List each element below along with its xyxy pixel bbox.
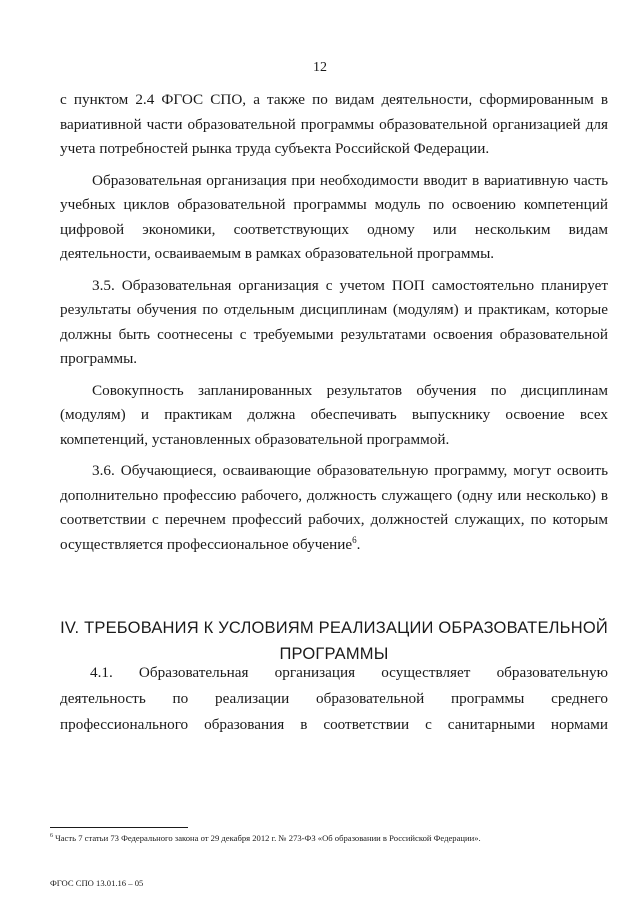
document-code: ФГОС СПО 13.01.16 – 05 — [50, 878, 144, 888]
body-text — [60, 88, 608, 557]
paragraph-planned-results: Совокупность запланированных результатов обучения по дисциплинам (модулям) и практикам должна обеспечивать выпускнику освоение всех компетенций, установленных образовательной программой. — [60, 381, 608, 448]
footnote — [50, 832, 610, 844]
paragraph-continuation: с пунктом 2.4 ФГОС СПО, а также по видам деятельности, сформированным в вариативной части образовательной программы образовательной организацией для учета потребностей рынка труда субъекта Российской Федерации. — [60, 91, 608, 157]
page-number: 12 — [313, 60, 327, 75]
clause-4-1-line-2: деятельность по реализации образовательной программы среднего — [60, 690, 608, 707]
section-heading-line-1: IV. ТРЕБОВАНИЯ К УСЛОВИЯМ РЕАЛИЗАЦИИ ОБРАЗОВАТЕЛЬНОЙ — [60, 619, 608, 637]
footnote-reference[interactable]: 6 — [352, 534, 357, 545]
paragraph-3-6-text: 3.6. Обучающиеся, осваивающие образовательную программу, могут освоить дополнительно профессию рабочего, должность служащего (одну или несколько) в соответствии с перечнем профессий рабочих, должностей служащих, по которым осуществляется профессиональное обучение — [60, 462, 608, 553]
clause-4-1 — [60, 660, 608, 738]
paragraph-3-6-tail: . — [356, 535, 361, 553]
footnote-divider — [50, 827, 188, 828]
paragraph-3-6 — [60, 459, 608, 557]
footnote-text: Часть 7 статьи 73 Федерального закона от 29 декабря 2012 г. № 273-ФЗ «Об образовании в Российской Федерации». — [55, 833, 481, 843]
footnote-number: 6 — [50, 833, 53, 840]
section-heading-line-2: ПРОГРАММЫ — [279, 645, 389, 663]
clause-4-1-line-3: профессионального образования в соответствии с санитарными нормами — [60, 716, 608, 733]
paragraph-variative-part: Образовательная организация при необходимости вводит в вариативную часть учебных циклов образовательной программы модуль по освоению компетенций цифровой экономики, соответствующих одному или нескольким видам деятельности, осваиваемым в рамках образовательной программы. — [60, 171, 608, 262]
paragraph-3-5: 3.5. Образовательная организация с учетом ПОП самостоятельно планирует результаты обучения по отдельным дисциплинам (модулям) и практикам, которые должны быть соотнесены с требуемыми результатами освоения образовательной программы. — [60, 276, 608, 367]
clause-4-1-line-1: 4.1. Образовательная организация осуществляет образовательную — [90, 664, 608, 681]
